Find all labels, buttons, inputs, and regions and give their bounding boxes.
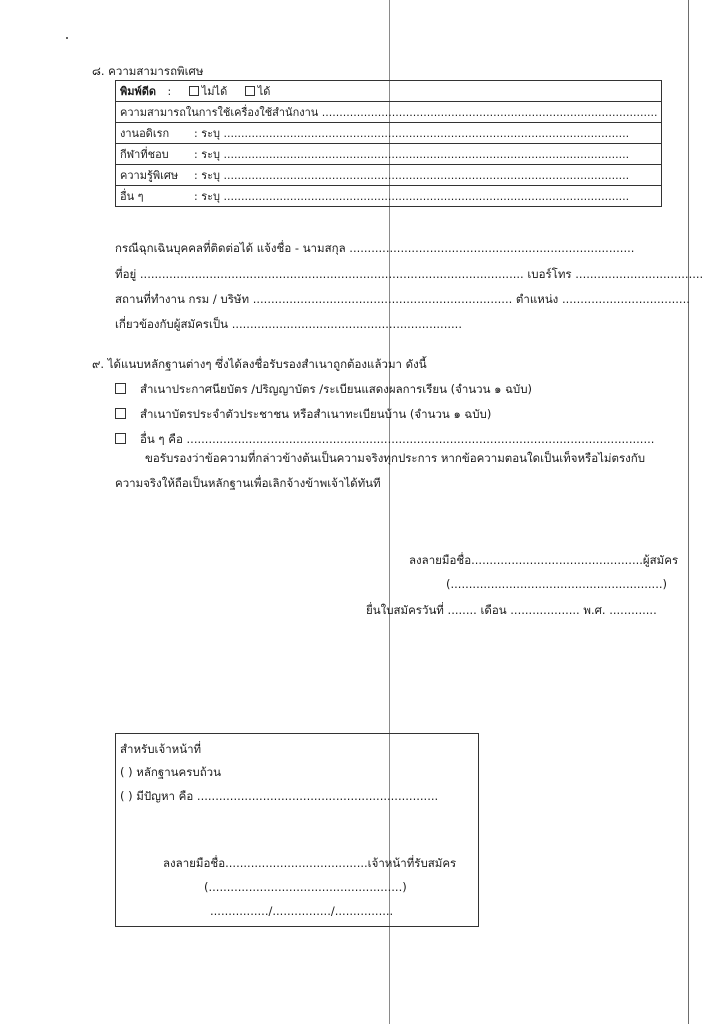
other-doc-checkbox[interactable] <box>115 433 126 444</box>
special-knowledge-row <box>116 165 662 186</box>
office-equipment-row <box>116 102 662 123</box>
doc-item-id-card <box>115 406 491 424</box>
application-date-line[interactable]: ยื่นใบสมัครวันที่ ........ เดือน ................... พ.ศ. ............. <box>366 603 657 617</box>
typing-colon: : <box>167 85 172 98</box>
emergency-address-line[interactable]: ที่อยู่ ......................................................................................................... เบอร์โทร ................................... <box>115 267 704 281</box>
certificate-label: สำเนาประกาศนียบัตร /ปริญญาบัตร /ระเบียนแสดงผลการเรียน (จำนวน ๑ ฉบับ) <box>140 382 533 396</box>
typing-yes-label: ได้ <box>257 85 271 98</box>
id-card-label: สำเนาบัตรประจำตัวประชาชน หรือสำเนาทะเบียนบ้าน (จำนวน ๑ ฉบับ) <box>140 407 492 421</box>
office-equipment-field[interactable]: ความสามารถในการใช้เครื่องใช้สำนักงาน ................................................................................................ <box>116 102 662 123</box>
certificate-checkbox[interactable] <box>115 383 126 394</box>
special-skills-table <box>115 80 662 207</box>
staff-box-title: สำหรับเจ้าหน้าที่ <box>120 742 202 756</box>
hobby-row <box>116 123 662 144</box>
sport-row <box>116 144 662 165</box>
other-doc-label: อื่น ๆ คือ ................................................................................................................................ <box>140 432 655 446</box>
section-9-heading: ๙. ได้แนบหลักฐานต่างๆ ซึ่งได้ลงชื่อรับรองสำเนาถูกต้องแล้วมา ดังนี้ <box>92 357 427 371</box>
emergency-relation-line[interactable]: เกี่ยวข้องกับผู้สมัครเป็น ............................................................... <box>115 317 462 331</box>
other-skill-row <box>116 186 662 207</box>
evidence-problem-item[interactable]: ( ) มีปัญหา คือ .................................................................. <box>120 789 439 803</box>
special-knowledge-field[interactable]: : ระบุ .................................................................................................................... <box>194 169 630 182</box>
special-knowledge-label: ความรู้พิเศษ <box>120 169 179 182</box>
applicant-name-line[interactable]: (..........................................................) <box>446 577 667 591</box>
typing-no-checkbox[interactable] <box>189 86 199 96</box>
typing-no-label: ไม่ได้ <box>201 85 228 98</box>
page-edge-line <box>688 0 689 1024</box>
evidence-complete-item[interactable]: ( ) หลักฐานครบถ้วน <box>120 765 221 779</box>
staff-name-line[interactable]: (.....................................................) <box>204 880 407 894</box>
emergency-workplace-line[interactable]: สถานที่ทำงาน กรม / บริษัท ....................................................................... ตำแหน่ง ................................... <box>115 292 690 306</box>
certification-line-2: ความจริงให้ถือเป็นหลักฐานเพื่อเลิกจ้างข้าพเจ้าได้ทันที <box>115 476 381 490</box>
sport-field[interactable]: : ระบุ .................................................................................................................... <box>194 148 630 161</box>
hobby-label: งานอดิเรก <box>120 127 170 140</box>
scan-speck <box>66 37 68 39</box>
hobby-field[interactable]: : ระบุ .................................................................................................................... <box>194 127 630 140</box>
staff-only-box <box>115 733 479 927</box>
id-card-checkbox[interactable] <box>115 408 126 419</box>
typing-label: พิมพ์ดีด <box>120 85 157 98</box>
section-8-heading: ๘. ความสามารถพิเศษ <box>92 64 204 78</box>
typing-row <box>116 81 662 102</box>
other-skill-field[interactable]: : ระบุ .................................................................................................................... <box>194 190 630 203</box>
sport-label: กีฬาที่ชอบ <box>120 148 169 161</box>
emergency-contact-name-line[interactable]: กรณีฉุกเฉินบุคคลที่ติดต่อได้ แจ้งชื่อ - นามสกุล .............................................................................. <box>115 241 635 255</box>
other-skill-label: อื่น ๆ <box>120 190 144 203</box>
typing-yes-checkbox[interactable] <box>245 86 255 96</box>
staff-date-line[interactable]: ................/................/................ <box>210 904 394 918</box>
applicant-signature-line[interactable]: ลงลายมือชื่อ...............................................ผู้สมัคร <box>409 553 679 567</box>
doc-item-certificate <box>115 381 532 399</box>
certification-paragraph <box>115 446 665 496</box>
staff-signature-line[interactable]: ลงลายมือชื่อ.......................................เจ้าหน้าที่รับสมัคร <box>163 856 457 870</box>
certification-line-1: ขอรับรองว่าข้อความที่กล่าวข้างต้นเป็นความจริงทุกประการ หากข้อความตอนใดเป็นเท็จหรือไม่ตรงกับ <box>145 451 646 465</box>
